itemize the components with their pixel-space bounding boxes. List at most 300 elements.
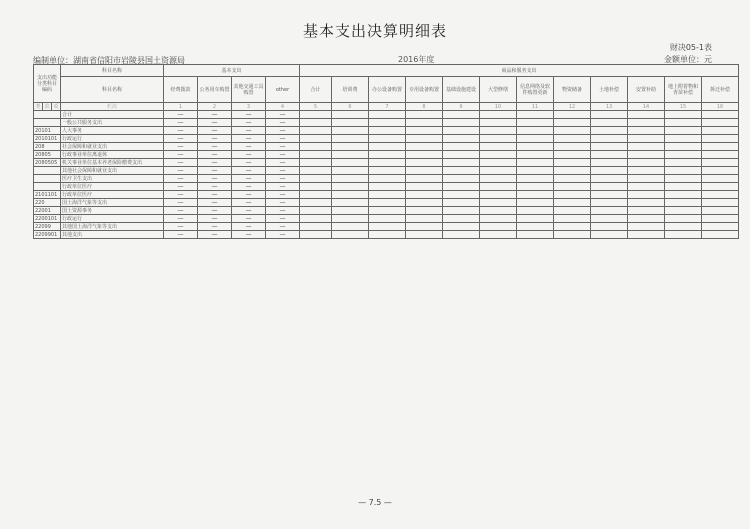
cell: [332, 159, 369, 167]
table-row: [34, 175, 739, 183]
cell: [369, 191, 406, 199]
table-row: [34, 143, 739, 151]
cell: [628, 175, 665, 183]
colnum: 15: [665, 103, 702, 111]
cell: [665, 191, 702, 199]
cell: [628, 231, 665, 239]
cell: [332, 111, 369, 119]
cell: —: [266, 175, 300, 183]
table-row: [34, 135, 739, 143]
cell: [369, 199, 406, 207]
cell: [554, 143, 591, 151]
cell: [665, 215, 702, 223]
cell: [406, 207, 443, 215]
cell: [300, 223, 332, 231]
cell: [332, 151, 369, 159]
cell: [665, 119, 702, 127]
row-code: 2200101: [34, 215, 61, 223]
cell: [554, 207, 591, 215]
cell: [480, 191, 517, 199]
table-row: [34, 159, 739, 167]
cell: —: [266, 183, 300, 191]
cell: —: [266, 159, 300, 167]
cell: [480, 199, 517, 207]
cell: —: [198, 175, 232, 183]
cell: [369, 183, 406, 191]
org-name: 编制单位：湖南省信阳市岩陵县国土资源局: [33, 56, 185, 65]
cell: [702, 191, 739, 199]
cell: [369, 111, 406, 119]
cell: [517, 223, 554, 231]
row-name: 国土海洋气象等支出: [61, 199, 164, 207]
cell: —: [232, 231, 266, 239]
cell: —: [266, 199, 300, 207]
cell: [480, 151, 517, 159]
cell: [628, 223, 665, 231]
cell: [443, 135, 480, 143]
cell: [591, 135, 628, 143]
cell: [406, 135, 443, 143]
cell: [628, 135, 665, 143]
cell: [300, 143, 332, 151]
cell: —: [266, 223, 300, 231]
cell: [665, 135, 702, 143]
cell: [628, 183, 665, 191]
cell: —: [266, 207, 300, 215]
cell: [702, 143, 739, 151]
cell: [480, 159, 517, 167]
row-code: [34, 183, 61, 191]
cell: [628, 111, 665, 119]
cell: [300, 151, 332, 159]
cell: [300, 135, 332, 143]
cell: [406, 167, 443, 175]
cell: [443, 215, 480, 223]
cell: —: [266, 111, 300, 119]
cell: [628, 167, 665, 175]
cell: [406, 151, 443, 159]
cell: [332, 119, 369, 127]
cell: [702, 231, 739, 239]
row-code: 208: [34, 143, 61, 151]
cell: [369, 207, 406, 215]
table-row: [34, 119, 739, 127]
cell: [332, 215, 369, 223]
cell: [332, 127, 369, 135]
cell: [443, 127, 480, 135]
row-code: [34, 167, 61, 175]
cell: [702, 207, 739, 215]
cell: [369, 215, 406, 223]
cell: —: [266, 135, 300, 143]
cell: —: [232, 119, 266, 127]
col-b-1: 培训费: [332, 77, 369, 103]
cell: —: [164, 207, 198, 215]
row-code: 220: [34, 199, 61, 207]
row-name: 行政事业单位离退休: [61, 151, 164, 159]
cell: [554, 231, 591, 239]
cell: [332, 207, 369, 215]
form-id: 财决05-1表: [669, 43, 712, 52]
cell: —: [198, 119, 232, 127]
cell: —: [232, 135, 266, 143]
cell: [702, 215, 739, 223]
cell: —: [164, 191, 198, 199]
cell: —: [198, 151, 232, 159]
cell: [332, 199, 369, 207]
colnum: 5: [300, 103, 332, 111]
cell: [300, 215, 332, 223]
cell: [702, 175, 739, 183]
cell: [480, 223, 517, 231]
cell: —: [164, 151, 198, 159]
cell: [702, 223, 739, 231]
cell: [406, 127, 443, 135]
cell: [517, 151, 554, 159]
cell: —: [198, 223, 232, 231]
table-row: [34, 223, 739, 231]
row-name: 人大事务: [61, 127, 164, 135]
row-code: [34, 111, 61, 119]
colnum: 11: [517, 103, 554, 111]
row-name: 机关事业单位基本养老保险缴费支出: [61, 159, 164, 167]
cell: [517, 119, 554, 127]
cell: [554, 119, 591, 127]
cell: [369, 159, 406, 167]
cell: —: [232, 151, 266, 159]
cell: —: [232, 191, 266, 199]
cell: [591, 151, 628, 159]
cell: [300, 167, 332, 175]
cell: —: [164, 143, 198, 151]
colnum: 3: [232, 103, 266, 111]
cell: [628, 119, 665, 127]
cell: [332, 223, 369, 231]
cell: [480, 231, 517, 239]
table-row: [34, 199, 739, 207]
cell: [332, 175, 369, 183]
row-code: 2101101: [34, 191, 61, 199]
subject-name-sub: 科目名称: [61, 77, 164, 103]
table-row: [34, 191, 739, 199]
colnum: 13: [591, 103, 628, 111]
col-b-5: 大型修缮: [480, 77, 517, 103]
colnum-0: 栏次: [61, 103, 164, 111]
row-code: 22001: [34, 207, 61, 215]
cell: [406, 223, 443, 231]
cell: [591, 207, 628, 215]
group-b-header: 商品和服务支出: [300, 65, 739, 77]
cell: —: [164, 215, 198, 223]
row-name: 医疗卫生支出: [61, 175, 164, 183]
cell: [369, 223, 406, 231]
colnum: 4: [266, 103, 300, 111]
cell: [702, 111, 739, 119]
cell: [665, 231, 702, 239]
cell: [665, 199, 702, 207]
cell: —: [164, 223, 198, 231]
cell: —: [164, 175, 198, 183]
cell: [554, 215, 591, 223]
cell: [480, 215, 517, 223]
col-b-9: 安置补助: [628, 77, 665, 103]
cell: [665, 207, 702, 215]
cell: [591, 127, 628, 135]
cell: [480, 207, 517, 215]
cell: [628, 215, 665, 223]
cell: [628, 127, 665, 135]
cell: [517, 191, 554, 199]
cell: [480, 135, 517, 143]
cell: [517, 215, 554, 223]
cell: —: [266, 127, 300, 135]
cell: [554, 167, 591, 175]
cell: [332, 143, 369, 151]
table-row: [34, 207, 739, 215]
cell: [300, 159, 332, 167]
cell: [406, 119, 443, 127]
cell: —: [198, 127, 232, 135]
cell: [517, 135, 554, 143]
cell: [628, 199, 665, 207]
cell: [591, 159, 628, 167]
cell: —: [232, 127, 266, 135]
cell: [443, 175, 480, 183]
cell: —: [198, 199, 232, 207]
cell: [480, 183, 517, 191]
cell: [591, 183, 628, 191]
row-name: 行政单位医疗: [61, 183, 164, 191]
cell: [406, 231, 443, 239]
cell: [406, 215, 443, 223]
col-b-3: 专用设备购置: [406, 77, 443, 103]
cell: [517, 159, 554, 167]
cell: [443, 143, 480, 151]
cell: [300, 207, 332, 215]
cell: [443, 207, 480, 215]
cell: [480, 119, 517, 127]
cell: [443, 167, 480, 175]
cell: [300, 199, 332, 207]
row-name: 社会保障和就业支出: [61, 143, 164, 151]
cell: —: [232, 159, 266, 167]
cell: [332, 135, 369, 143]
cell: [300, 175, 332, 183]
cell: [369, 135, 406, 143]
cell: [554, 159, 591, 167]
cell: [332, 183, 369, 191]
subject-name-header: 科目名称: [61, 65, 164, 77]
cell: [406, 199, 443, 207]
row-code: 20805: [34, 151, 61, 159]
cell: —: [266, 191, 300, 199]
unit-label: 金额单位：元: [664, 55, 712, 64]
cell: [702, 135, 739, 143]
cell: [665, 167, 702, 175]
table-row: [34, 183, 739, 191]
cell: —: [232, 167, 266, 175]
row-name: 其他国土海洋气象等支出: [61, 223, 164, 231]
row-code: 2080505: [34, 159, 61, 167]
table-row: [34, 127, 739, 135]
cell: —: [266, 119, 300, 127]
cell: —: [232, 199, 266, 207]
cell: [369, 143, 406, 151]
cell: [591, 215, 628, 223]
col-b-8: 土地补偿: [591, 77, 628, 103]
cell: [443, 119, 480, 127]
cell: [702, 183, 739, 191]
row-name: 行政运行: [61, 215, 164, 223]
cell: —: [232, 111, 266, 119]
row-code: [34, 119, 61, 127]
cell: [517, 231, 554, 239]
row-code: 22099: [34, 223, 61, 231]
cell: —: [164, 167, 198, 175]
col-b-6: 信息网络及软件购置更新: [517, 77, 554, 103]
expense-table: [33, 64, 739, 239]
cell: [591, 199, 628, 207]
cell: —: [198, 159, 232, 167]
col-a-1: 公务用车购置: [198, 77, 232, 103]
table-row: [34, 111, 739, 119]
cell: [702, 119, 739, 127]
cell: [628, 207, 665, 215]
cell: [406, 183, 443, 191]
colnum: 8: [406, 103, 443, 111]
cell: [300, 191, 332, 199]
cell: [554, 183, 591, 191]
cell: [443, 199, 480, 207]
cell: [665, 143, 702, 151]
cell: —: [164, 159, 198, 167]
cell: [517, 143, 554, 151]
cell: —: [198, 231, 232, 239]
cell: [369, 231, 406, 239]
cell: —: [164, 135, 198, 143]
cell: —: [164, 119, 198, 127]
cell: —: [198, 191, 232, 199]
colnum: 10: [480, 103, 517, 111]
cell: [591, 111, 628, 119]
report-year: 2016年度: [398, 55, 435, 64]
row-name: 其他支出: [61, 231, 164, 239]
col-b-10: 地上附着物和青苗补偿: [665, 77, 702, 103]
row-name: 一般公共服务支出: [61, 119, 164, 127]
colnum: 16: [702, 103, 739, 111]
cell: [554, 151, 591, 159]
cell: [665, 151, 702, 159]
row-code: 20101: [34, 127, 61, 135]
cell: —: [164, 231, 198, 239]
cell: [665, 223, 702, 231]
cell: [665, 159, 702, 167]
cell: [517, 183, 554, 191]
colnum: 7: [369, 103, 406, 111]
cell: [517, 175, 554, 183]
table-row: [34, 167, 739, 175]
cell: [517, 111, 554, 119]
cell: —: [232, 183, 266, 191]
cell: [517, 199, 554, 207]
cell: [443, 151, 480, 159]
page-number: — 7.5 —: [358, 498, 392, 507]
cell: —: [198, 111, 232, 119]
cell: [369, 151, 406, 159]
cell: [517, 207, 554, 215]
cell: —: [266, 143, 300, 151]
cell: [591, 175, 628, 183]
cell: [300, 127, 332, 135]
cell: [369, 167, 406, 175]
col-b-4: 基础设施建设: [443, 77, 480, 103]
cell: —: [198, 207, 232, 215]
cell: [406, 143, 443, 151]
cell: [554, 127, 591, 135]
cell: [702, 159, 739, 167]
cell: [406, 111, 443, 119]
cell: [554, 111, 591, 119]
cell: [480, 111, 517, 119]
cell: [628, 151, 665, 159]
col-a-0: 经费拨款: [164, 77, 198, 103]
cell: [406, 191, 443, 199]
cell: [628, 191, 665, 199]
cell: [554, 191, 591, 199]
row-code: [34, 175, 61, 183]
cell: [480, 127, 517, 135]
cell: [665, 111, 702, 119]
cell: —: [232, 175, 266, 183]
cell: —: [198, 215, 232, 223]
cell: [591, 191, 628, 199]
cell: —: [164, 127, 198, 135]
cell: [702, 167, 739, 175]
cell: [665, 183, 702, 191]
cell: [300, 231, 332, 239]
cell: [702, 151, 739, 159]
cell: [443, 223, 480, 231]
cell: [443, 111, 480, 119]
cell: —: [232, 143, 266, 151]
colnum: 9: [443, 103, 480, 111]
colnum: 2: [198, 103, 232, 111]
cell: [369, 175, 406, 183]
col-b-7: 物资储备: [554, 77, 591, 103]
cell: —: [164, 111, 198, 119]
cell: —: [198, 135, 232, 143]
cell: —: [198, 167, 232, 175]
col-b-2: 办公设备购置: [369, 77, 406, 103]
cell: [480, 143, 517, 151]
table-row: [34, 151, 739, 159]
colnum: 1: [164, 103, 198, 111]
cell: [443, 231, 480, 239]
subject-code-header: 支出功能分类科目编码: [34, 65, 61, 103]
cell: [332, 167, 369, 175]
cell: [480, 167, 517, 175]
cell: [300, 111, 332, 119]
colnum: 12: [554, 103, 591, 111]
cell: [665, 127, 702, 135]
cell: —: [266, 151, 300, 159]
cell: [369, 127, 406, 135]
cell: [554, 223, 591, 231]
cell: —: [232, 215, 266, 223]
cell: [591, 167, 628, 175]
col-a-2: 其他交通工具购置: [232, 77, 266, 103]
colnum: 6: [332, 103, 369, 111]
